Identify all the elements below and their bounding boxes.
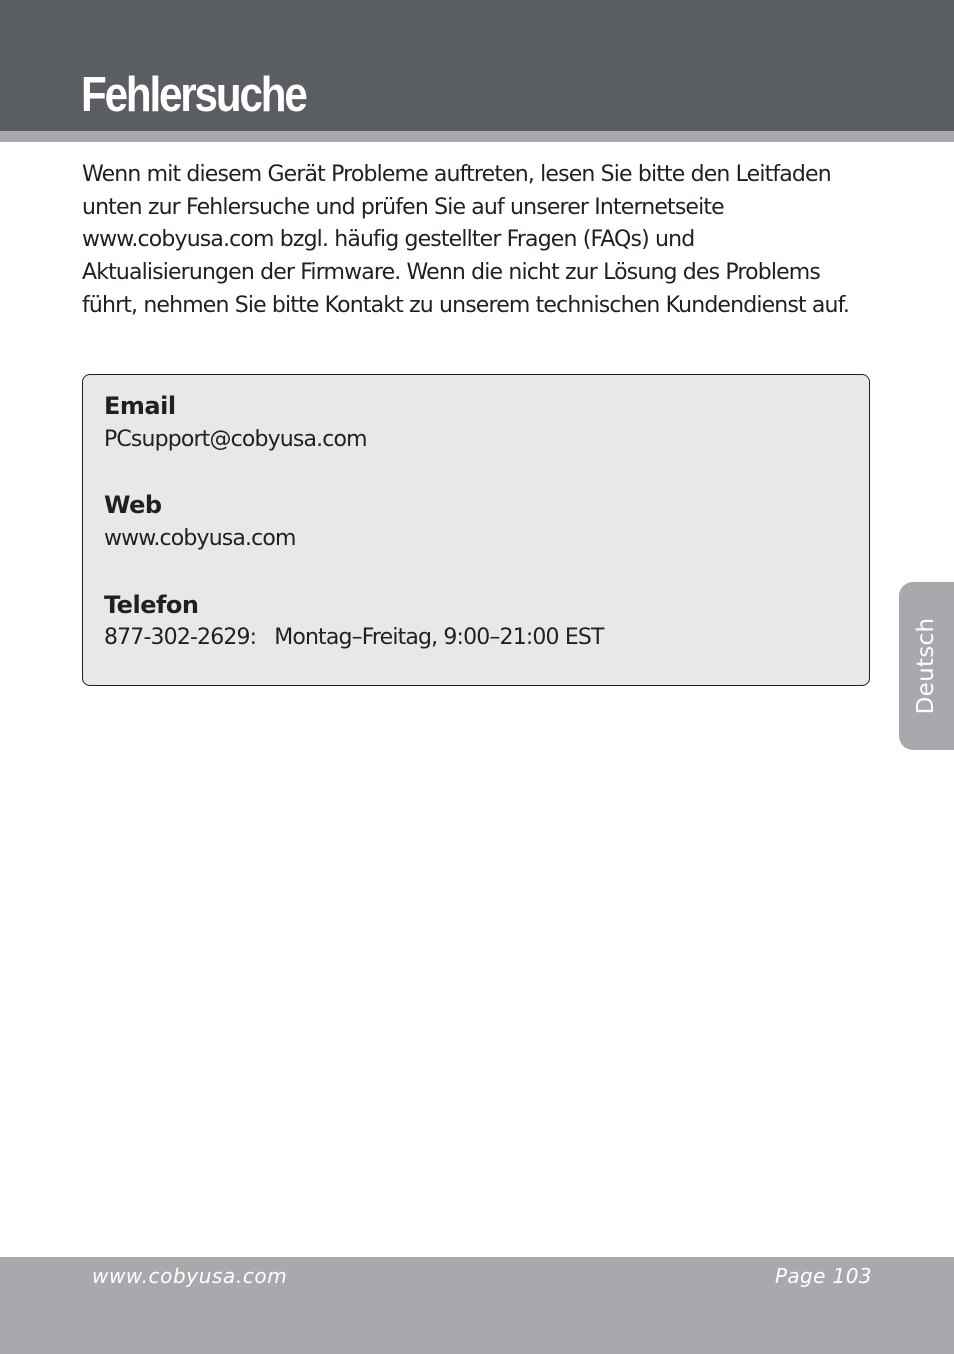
page-footer [0, 1257, 954, 1354]
web-address: www.cobyusa.com [104, 526, 296, 551]
header-divider-stripe [0, 131, 954, 142]
phone-hours: Montag–Freitag, 9:00–21:00 EST [274, 625, 604, 650]
footer-page-indicator [775, 1263, 872, 1289]
phone-label: Telefon [104, 591, 199, 619]
email-address: PCsupport@cobyusa.com [104, 427, 367, 452]
footer-page-number: 103 [832, 1264, 872, 1288]
intro-paragraph: Wenn mit diesem Gerät Probleme auftreten, lesen Sie bitte den Leitfaden unten zur Fehlersuche und prüfen Sie auf unserer Internetseite www.cobyusa.com bzgl. häufig gestellter Fragen (FAQs) und Aktualisierungen der Firmware. Wenn die nicht zur Lösung des Problems führt, nehmen Sie bitte Kontakt zu unserem technischen Kundendienst auf. [82, 162, 850, 318]
contact-info-box [82, 374, 870, 686]
phone-number: 877-302-2629: [104, 625, 257, 650]
web-label: Web [104, 491, 162, 519]
language-tab-label: Deutsch [913, 617, 939, 715]
footer-page-label: Page [774, 1264, 826, 1288]
phone-line [104, 623, 604, 653]
footer-website-url: www.cobyusa.com [92, 1264, 288, 1288]
language-side-tab [899, 582, 954, 750]
page-title: Fehlersuche [81, 68, 306, 122]
page-header [0, 0, 954, 131]
email-label: Email [104, 392, 176, 420]
